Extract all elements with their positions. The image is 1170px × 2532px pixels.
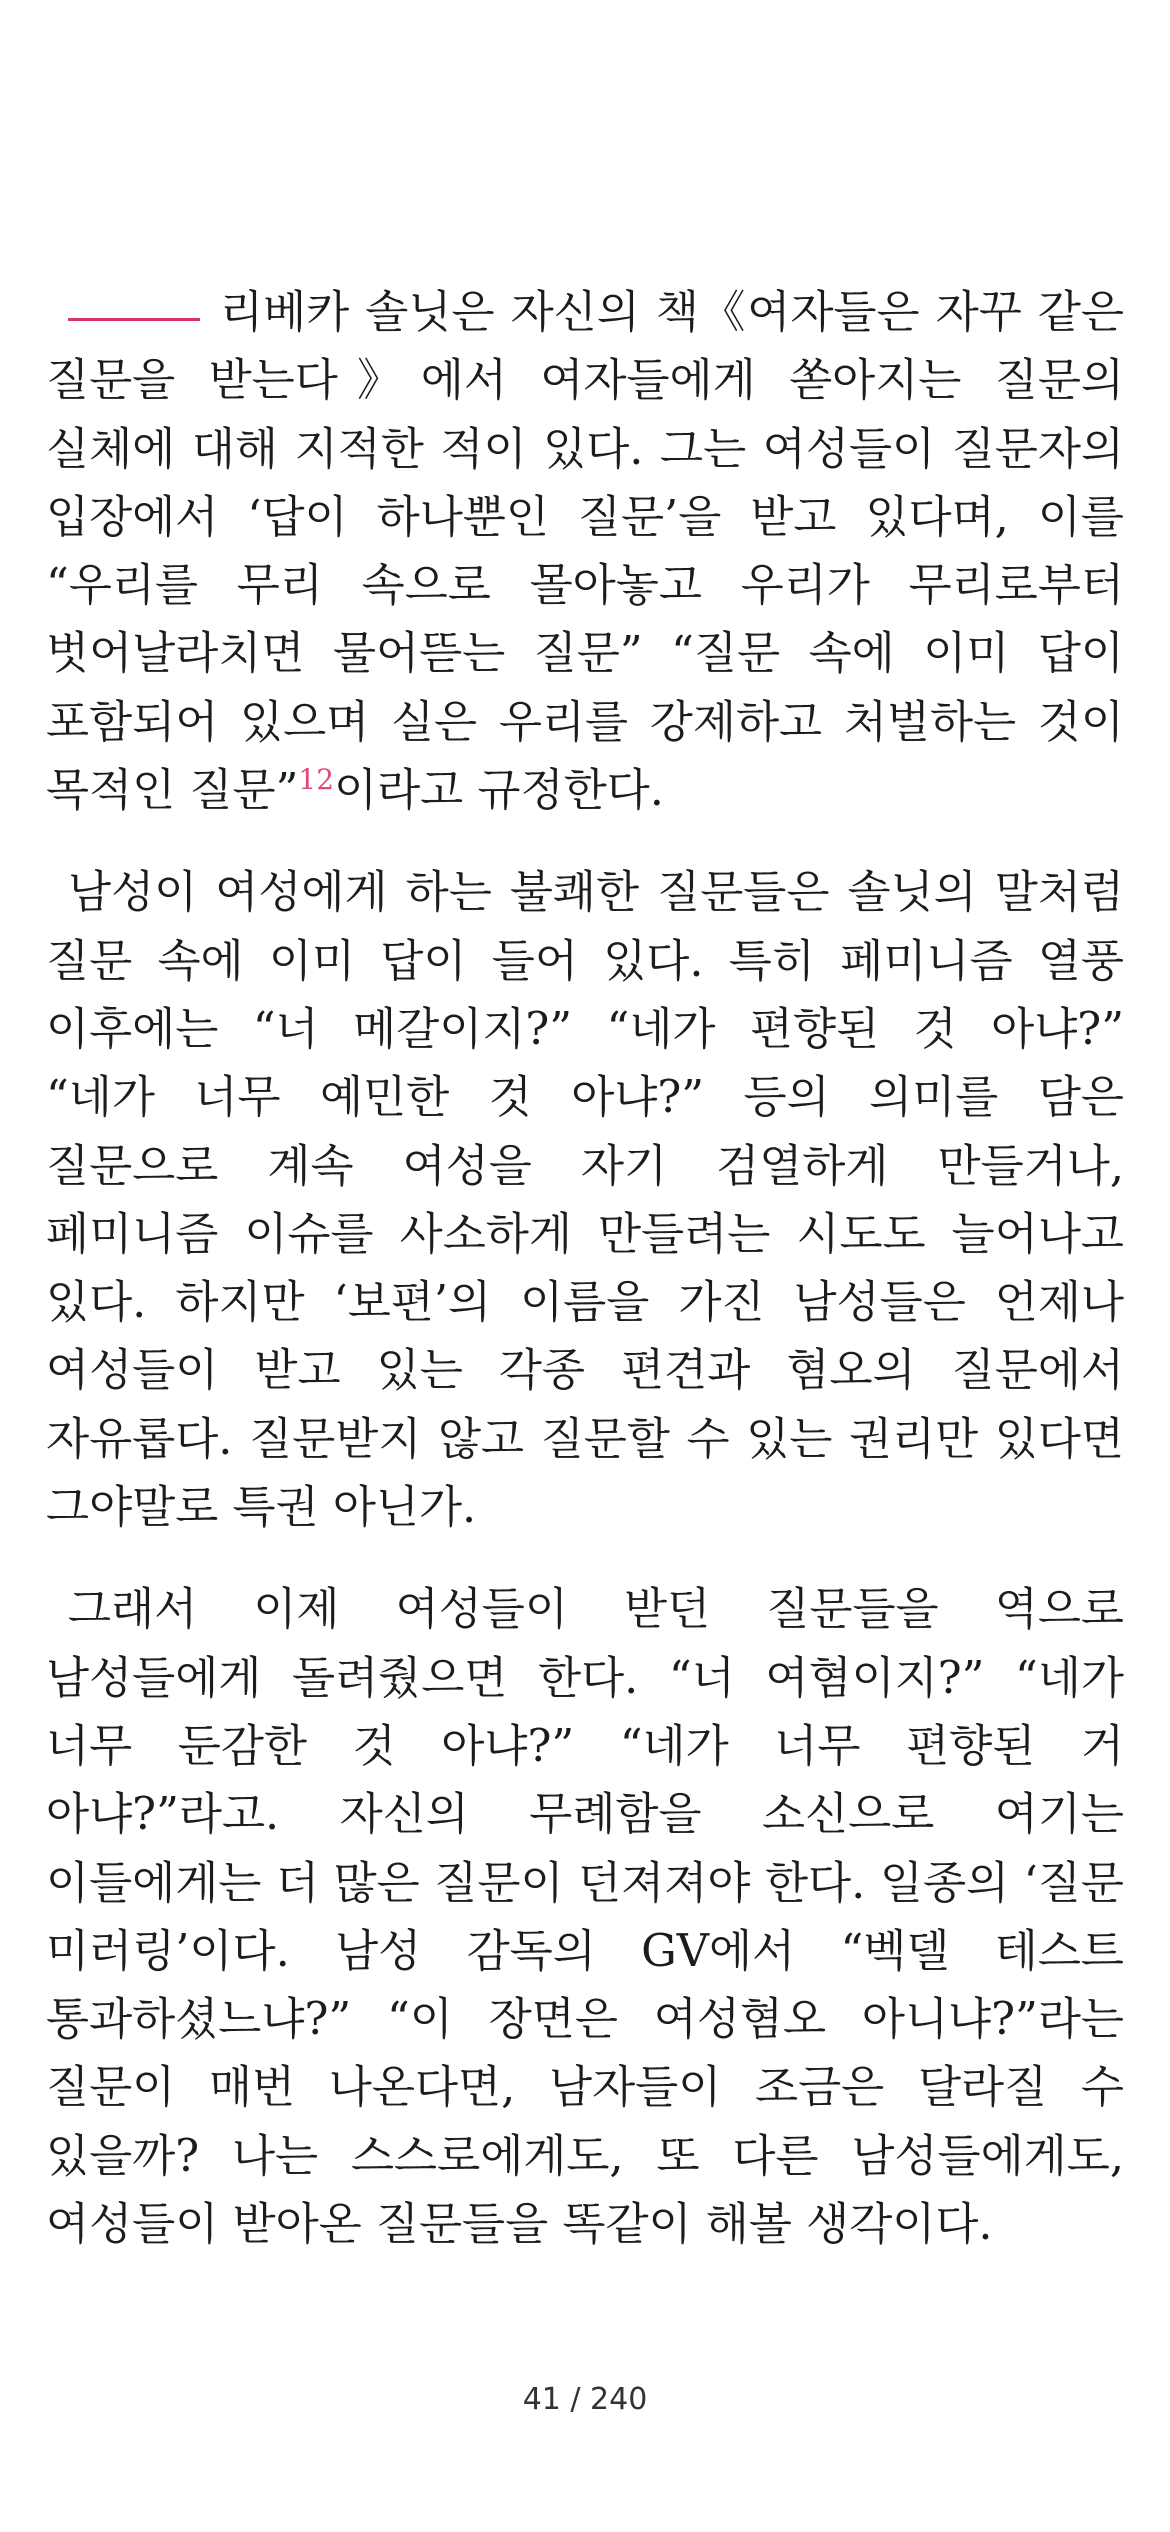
highlight-underline-mark[interactable] — [68, 318, 200, 321]
paragraph-1-text: 리베카 솔닛은 자신의 책《여자들은 자꾸 같은 질문을 받는다》에서 여자들에게 쏟아지는 질문의 실체에 대해 지적한 적이 있다. 그는 여성들이 질문자의 입장에서 ‘답이 하나뿐인 질문’을 받고 있다며, 이를 “우리를 무리 속으로 몰아놓고 우리가 무리로부터 벗어날라치면 물어뜯는 질문” “질문 속에 이미 답이 포함되어 있으며 실은 우리를 강제하고 처벌하는 것이 목적인 질문” — [46, 286, 1124, 817]
page-indicator: 41 / 240 — [522, 2382, 648, 2417]
reader-content — [46, 278, 1124, 2292]
paragraph-1-text-end: 이라고 규정한다. — [334, 764, 664, 817]
paragraph-1 — [46, 278, 1124, 824]
paragraph-2: 남성이 여성에게 하는 불쾌한 질문들은 솔닛의 말처럼 질문 속에 이미 답이 들어 있다. 특히 페미니즘 열풍 이후에는 “너 메갈이지?” “네가 편향된 것 아냐?” “네가 너무 예민한 것 아냐?” 등의 의미를 담은 질문으로 계속 여성을 자기 검열하게 만들거나, 페미니즘 이슈를 사소하게 만들려는 시도도 늘어나고 있다. 하지만 ‘보편’의 이름을 가진 남성들은 언제나 여성들이 받고 있는 각종 편견과 혐오의 질문에서 자유롭다. 질문받지 않고 질문할 수 있는 권리만 있다면 그야말로 특권 아닌가. — [46, 866, 1124, 1534]
paragraph-3: 그래서 이제 여성들이 받던 질문들을 역으로 남성들에게 돌려줬으면 한다. “너 여혐이지?” “네가 너무 둔감한 것 아냐?” “네가 너무 편향된 거 아냐?”라고. 자신의 무례함을 소신으로 여기는 이들에게는 더 많은 질문이 던져져야 한다. 일종의 ‘질문 미러링’이다. 남성 감독의 GV에서 “벡델 테스트 통과하셨느냐?” “이 장면은 여성혐오 아니냐?”라는 질문이 매번 나온다면, 남자들이 조금은 달라질 수 있을까? 나는 스스로에게도, 또 다른 남성들에게도, 여성들이 받아온 질문들을 똑같이 해볼 생각이다. — [46, 1583, 1124, 2251]
footnote-link-12[interactable]: 12 — [298, 763, 335, 797]
